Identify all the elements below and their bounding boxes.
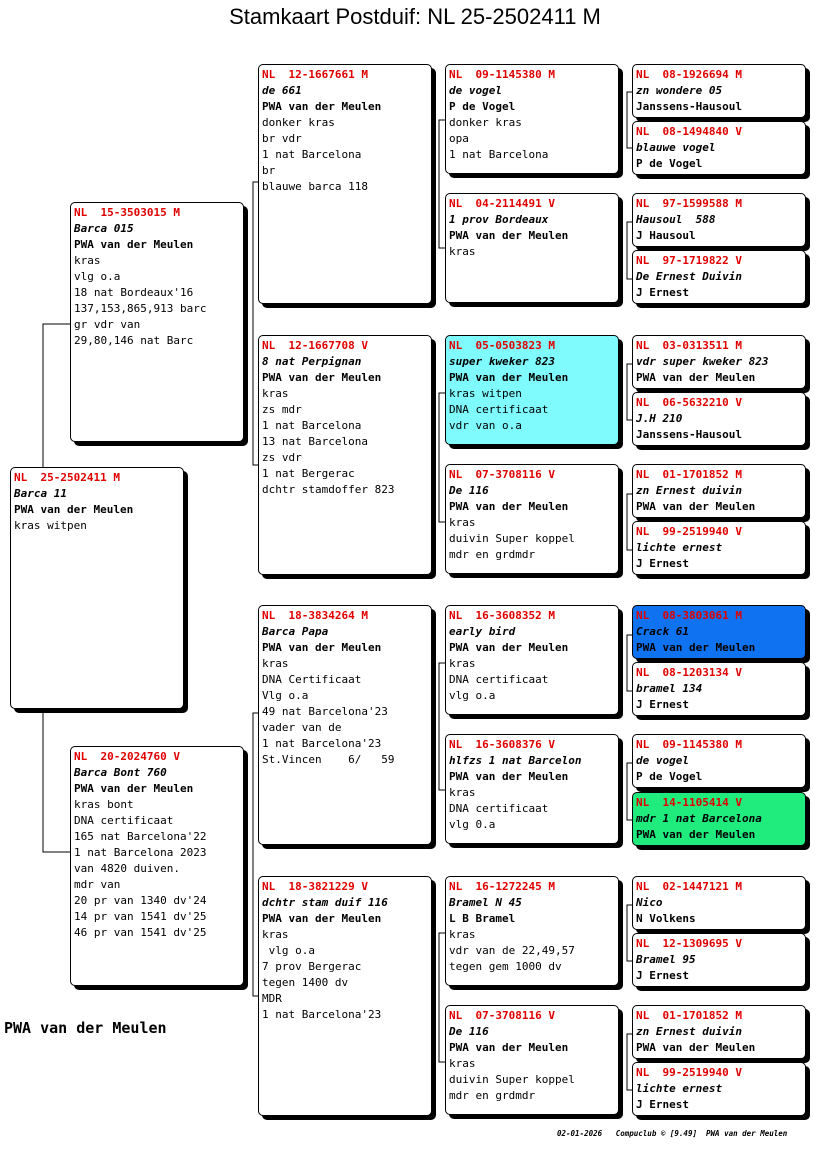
pigeon-card-dsdd[interactable] [632,792,806,846]
ring-number: NL 04-2114491 V [449,197,555,210]
pigeon-owner: N Volkens [636,912,696,925]
pigeon-info-line: br vdr [262,132,302,145]
pigeon-name: de vogel [636,754,689,767]
pigeon-name: super kweker 823 [449,355,555,368]
pigeon-card-ddsd[interactable] [632,933,806,987]
pigeon-name: Barca 015 [74,222,134,235]
pigeon-info-line: DNA certificaat [74,814,174,827]
ring-number: NL 12-1667661 M [262,68,368,81]
pigeon-info-line: 165 nat Barcelona'22 [74,830,207,843]
pigeon-info-line: mdr en grdmdr [449,548,536,561]
pigeon-info-line: DNA certificaat [449,673,549,686]
pigeon-card-sire[interactable] [70,202,244,442]
pigeon-card-sdds[interactable] [632,464,806,518]
pigeon-info-line: kras [262,657,289,670]
pigeon-info-line: zs vdr [262,451,302,464]
ring-number: NL 99-2519940 V [636,1066,742,1079]
pigeon-owner: P de Vogel [636,157,703,170]
pigeon-owner: PWA van der Meulen [74,782,194,795]
ring-number: NL 12-1667708 V [262,339,368,352]
pigeon-name: Bramel N 45 [449,896,522,909]
pigeon-owner: J Ernest [636,1098,689,1111]
pigeon-owner: PWA van der Meulen [449,371,569,384]
pigeon-owner: P de Vogel [449,100,516,113]
pigeon-card-ssdd[interactable] [632,250,806,304]
pigeon-owner: PWA van der Meulen [636,1041,756,1054]
pigeon-card-dam[interactable] [70,746,244,986]
pigeon-owner: J Hausoul [636,229,696,242]
pigeon-info-line: 46 pr van 1541 dv'25 [74,926,207,939]
pigeon-card-sire-dam[interactable] [258,335,432,575]
pigeon-info-line: kras [449,1057,476,1070]
ring-number: NL 07-3708116 V [449,1009,555,1022]
pigeon-info-line: 1 nat Barcelona 2023 [74,846,207,859]
pigeon-owner: J Ernest [636,286,689,299]
pigeon-info-line: tegen gem 1000 dv [449,960,562,973]
pigeon-info-line: zs mdr [262,403,302,416]
pigeon-owner: J Ernest [636,698,689,711]
pigeon-name: lichte ernest [636,541,723,554]
pigeon-card-sire-sire[interactable] [258,64,432,304]
pigeon-info-line: vlg o.a [262,944,315,957]
pigeon-owner: J Ernest [636,557,689,570]
pigeon-owner: PWA van der Meulen [74,238,194,251]
ring-number: NL 01-1701852 M [636,468,742,481]
ring-number: NL 03-0313511 M [636,339,742,352]
pigeon-info-line: 7 prov Bergerac [262,960,362,973]
pigeon-card-sddd[interactable] [632,521,806,575]
ring-number: NL 09-1145380 M [636,738,742,751]
pigeon-card-dam-dam[interactable] [258,876,432,1116]
pigeon-name: De Ernest Duivin [636,270,742,283]
ring-number: NL 07-3708116 V [449,468,555,481]
pigeon-name: de vogel [449,84,502,97]
pigeon-owner: P de Vogel [636,770,703,783]
pigeon-card-sdd[interactable] [445,464,619,574]
pigeon-card-dss[interactable] [445,605,619,715]
pigeon-card-sss[interactable] [445,64,619,174]
pigeon-name: bramel 134 [636,682,703,695]
pigeon-name: vdr super kweker 823 [636,355,769,368]
pigeon-name: Nico [636,896,663,909]
pigeon-info-line: 1 nat Barcelona [262,419,362,432]
pigeon-info-line: kras [262,387,289,400]
pigeon-info-line: vlg o.a [449,689,496,702]
pigeon-info-line: blauwe barca 118 [262,180,368,193]
ring-number: NL 97-1719822 V [636,254,742,267]
ring-number: NL 20-2024760 V [74,750,180,763]
ring-number: NL 09-1145380 M [449,68,555,81]
pigeon-name: early bird [449,625,516,638]
pigeon-name: Barca 11 [14,487,67,500]
pigeon-info-line: kras witpen [449,387,522,400]
pigeon-owner: PWA van der Meulen [14,503,134,516]
pigeon-name: 8 nat Perpignan [262,355,362,368]
pigeon-info-line: kras witpen [14,519,87,532]
pigeon-owner: PWA van der Meulen [262,371,382,384]
ring-number: NL 25-2502411 M [14,471,120,484]
pigeon-card-sdss[interactable] [632,335,806,389]
pigeon-info-line: vlg o.a [74,270,121,283]
ring-number: NL 12-1309695 V [636,937,742,950]
ring-number: NL 18-3834264 M [262,609,368,622]
pigeon-info-line: mdr en grdmdr [449,1089,536,1102]
pigeon-name: Barca Bont 760 [74,766,167,779]
pigeon-card-dam-sire[interactable] [258,605,432,845]
pigeon-info-line: 29,80,146 nat Barc [74,334,194,347]
ring-number: NL 08-3803061 M [636,609,742,622]
pigeon-info-line: 18 nat Bordeaux'16 [74,286,194,299]
pigeon-info-line: 1 nat Barcelona'23 [262,1008,382,1021]
pigeon-name: Crack 61 [636,625,689,638]
pigeon-info-line: donker kras [449,116,522,129]
pigeon-name: De 116 [449,484,489,497]
pigeon-info-line: 1 nat Bergerac [262,467,355,480]
pigeon-card-ddds[interactable] [632,1005,806,1059]
pigeon-owner: PWA van der Meulen [262,912,382,925]
pigeon-info-line: kras [449,516,476,529]
pigeon-info-line: gr vdr van [74,318,141,331]
pigeon-info-line: vlg 0.a [449,818,496,831]
pigeon-info-line: kras [74,254,101,267]
ring-number: NL 18-3821229 V [262,880,368,893]
pigeon-owner: PWA van der Meulen [262,641,382,654]
pigeon-owner: L B Bramel [449,912,516,925]
pigeon-card-sdsd[interactable] [632,392,806,446]
pigeon-owner: Janssens-Hausoul [636,100,742,113]
pigeon-card-ddd[interactable] [445,1005,619,1115]
pigeon-name: 1 prov Bordeaux [449,213,549,226]
pigeon-info-line: 13 nat Barcelona [262,435,368,448]
page-title: Stamkaart Postduif: NL 25-2502411 M [229,4,601,29]
pigeon-card-ssd[interactable] [445,193,619,303]
pigeon-info-line: kras [449,928,476,941]
pigeon-info-line: duivin Super koppel [449,532,575,545]
pigeon-card-ssds[interactable] [632,193,806,247]
pigeon-name: Bramel 95 [636,953,696,966]
breeder-name: PWA van der Meulen [4,1019,167,1037]
ring-number: NL 99-2519940 V [636,525,742,538]
pigeon-card-ddss[interactable] [632,876,806,930]
pigeon-owner: PWA van der Meulen [449,770,569,783]
ring-number: NL 06-5632210 V [636,396,742,409]
pigeon-owner: Janssens-Hausoul [636,428,742,441]
pigeon-name: Hausoul 588 [636,213,716,226]
pigeon-card-dds[interactable] [445,876,619,986]
pigeon-info-line: DNA Certificaat [262,673,362,686]
pigeon-name: mdr 1 nat Barcelona [636,812,762,825]
pigeon-owner: PWA van der Meulen [636,828,756,841]
pigeon-name: lichte ernest [636,1082,723,1095]
pigeon-card-dsds[interactable] [632,734,806,788]
ring-number: NL 16-3608376 V [449,738,555,751]
pigeon-info-line: 49 nat Barcelona'23 [262,705,388,718]
ring-number: NL 16-1272245 M [449,880,555,893]
pigeon-info-line: donker kras [262,116,335,129]
pigeon-info-line: vdr van o.a [449,419,522,432]
pigeon-owner: PWA van der Meulen [449,500,569,513]
pigeon-owner: PWA van der Meulen [636,641,756,654]
pigeon-info-line: Vlg o.a [262,689,309,702]
pigeon-info-line: 1 nat Barcelona [262,148,362,161]
pigeon-name: Barca Papa [262,625,329,638]
pigeon-card-dddd[interactable] [632,1062,806,1116]
pigeon-info-line: kras [449,657,476,670]
ring-number: NL 15-3503015 M [74,206,180,219]
ring-number: NL 08-1926694 M [636,68,742,81]
pigeon-card-subject[interactable] [10,467,184,709]
pigeon-info-line: van 4820 duiven. [74,862,180,875]
pigeon-owner: PWA van der Meulen [636,500,756,513]
pigeon-info-line: 14 pr van 1541 dv'25 [74,910,207,923]
pigeon-info-line: DNA certificaat [449,403,549,416]
pigeon-info-line: 137,153,865,913 barc [74,302,207,315]
pigeon-owner: PWA van der Meulen [449,641,569,654]
pigeon-owner: J Ernest [636,969,689,982]
pigeon-info-line: kras [449,786,476,799]
ring-number: NL 97-1599588 M [636,197,742,210]
ring-number: NL 05-0503823 M [449,339,555,352]
pigeon-info-line: tegen 1400 dv [262,976,349,989]
pigeon-name: zn Ernest duivin [636,484,742,497]
ring-number: NL 14-1105414 V [636,796,742,809]
pigeon-name: zn wondere 05 [636,84,723,97]
pigeon-info-line: 1 nat Barcelona [449,148,549,161]
pigeon-name: J.H 210 [636,412,683,425]
ring-number: NL 02-1447121 M [636,880,742,893]
pigeon-info-line: MDR [262,992,282,1005]
pigeon-info-line: br [262,164,276,177]
footer-text: 02-01-2026 Compuclub © [9.49] PWA van der Meulen [557,1129,788,1138]
pigeon-info-line: dchtr stamdoffer 823 [262,483,395,496]
pigeon-card-dsss[interactable] [632,605,806,659]
pigeon-card-sssd[interactable] [632,121,806,175]
pigeon-info-line: vader van de [262,721,342,734]
pigeon-owner: PWA van der Meulen [636,371,756,384]
pigeon-card-dssd[interactable] [632,662,806,716]
pigeon-card-sds[interactable] [445,335,619,445]
ring-number: NL 08-1203134 V [636,666,742,679]
pigeon-info-line: kras [449,245,476,258]
pigeon-name: hlfzs 1 nat Barcelon [449,754,582,767]
pigeon-info-line: kras bont [74,798,134,811]
pigeon-info-line: vdr van de 22,49,57 [449,944,575,957]
pigeon-name: blauwe vogel [636,141,716,154]
pigeon-card-ssss[interactable] [632,64,806,118]
pigeon-info-line: kras [262,928,289,941]
pigeon-info-line: St.Vincen 6/ 59 [262,753,395,766]
pigeon-name: dchtr stam duif 116 [262,896,388,909]
pigeon-name: de 661 [262,84,302,97]
pigeon-owner: PWA van der Meulen [449,229,569,242]
pigeon-info-line: DNA certificaat [449,802,549,815]
pigeon-name: De 116 [449,1025,489,1038]
pigeon-info-line: opa [449,132,469,145]
pigeon-owner: PWA van der Meulen [262,100,382,113]
ring-number: NL 16-3608352 M [449,609,555,622]
pigeon-info-line: 1 nat Barcelona'23 [262,737,382,750]
pigeon-name: zn Ernest duivin [636,1025,742,1038]
ring-number: NL 01-1701852 M [636,1009,742,1022]
pigeon-info-line: mdr van [74,878,121,891]
pigeon-info-line: 20 pr van 1340 dv'24 [74,894,207,907]
ring-number: NL 08-1494840 V [636,125,742,138]
pigeon-owner: PWA van der Meulen [449,1041,569,1054]
pigeon-info-line: duivin Super koppel [449,1073,575,1086]
pigeon-card-dsd[interactable] [445,734,619,844]
